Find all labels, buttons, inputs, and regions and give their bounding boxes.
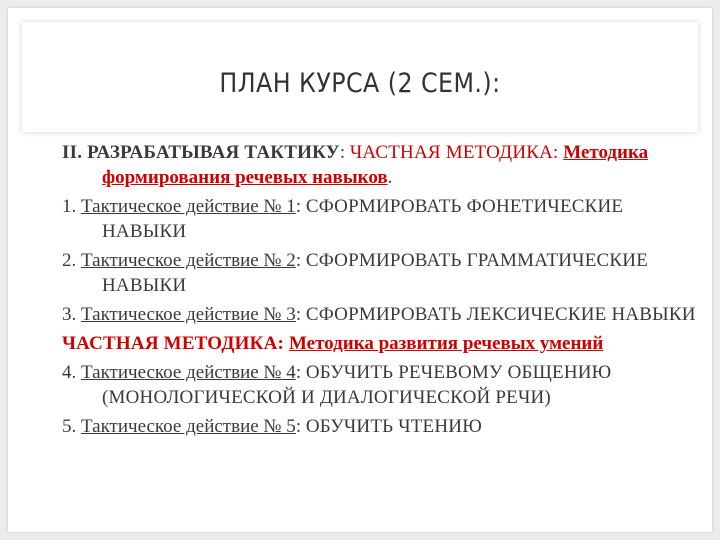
section2-heading [62,331,702,356]
item-text: ОБУЧИТЬ ЧТЕНИЮ [305,416,482,437]
item-action: Тактическое действие № 1 [81,196,296,217]
slide [8,8,712,532]
slide-title: ПЛАН КУРСА (2 СЕМ.): [219,68,501,99]
list-item [62,360,702,410]
item-sep: : [295,304,306,325]
section-label: ЧАСТНАЯ МЕТОДИКА: [349,142,559,163]
section-period: . [387,167,393,188]
item-number: 1. [62,196,81,217]
list-item [62,302,702,327]
item-number: 2. [62,250,81,271]
item-text: СФОРМИРОВАТЬ ГРАММАТИЧЕСКИЕ НАВЫКИ [102,250,649,296]
item-text: ОБУЧИТЬ РЕЧЕВОМУ ОБЩЕНИЮ (МОНОЛОГИЧЕСКОЙ И ДИАЛОГИЧЕСКОЙ РЕЧИ) [102,362,612,408]
list-item [62,194,702,244]
section2-method: Методика развития речевых умений [288,333,604,354]
item-sep: : [295,196,306,217]
item-action: Тактическое действие № 4 [81,362,296,383]
item-action: Тактическое действие № 2 [81,250,296,271]
item-text: СФОРМИРОВАТЬ ФОНЕТИЧЕСКИЕ НАВЫКИ [102,196,624,242]
item-number: 5. [62,416,81,437]
item-number: 4. [62,362,81,383]
list-item [62,414,702,439]
item-action: Тактическое действие № 5 [81,416,296,437]
slide-body [62,140,702,443]
item-sep: : [295,250,306,271]
item-action: Тактическое действие № 3 [81,304,296,325]
section-colon: : [339,142,350,163]
section-prefix: II. РАЗРАБАТЫВАЯ ТАКТИКУ [62,142,340,163]
section-heading [62,140,702,190]
item-sep: : [295,416,306,437]
item-number: 3. [62,304,81,325]
item-sep: : [295,362,306,383]
list-item [62,248,702,298]
section2-label: ЧАСТНАЯ МЕТОДИКА: [62,333,289,354]
title-band [22,22,698,132]
item-text: СФОРМИРОВАТЬ ЛЕКСИЧЕСКИЕ НАВЫКИ [305,304,696,325]
section-method: Методика формирования речевых навыков [102,142,649,188]
